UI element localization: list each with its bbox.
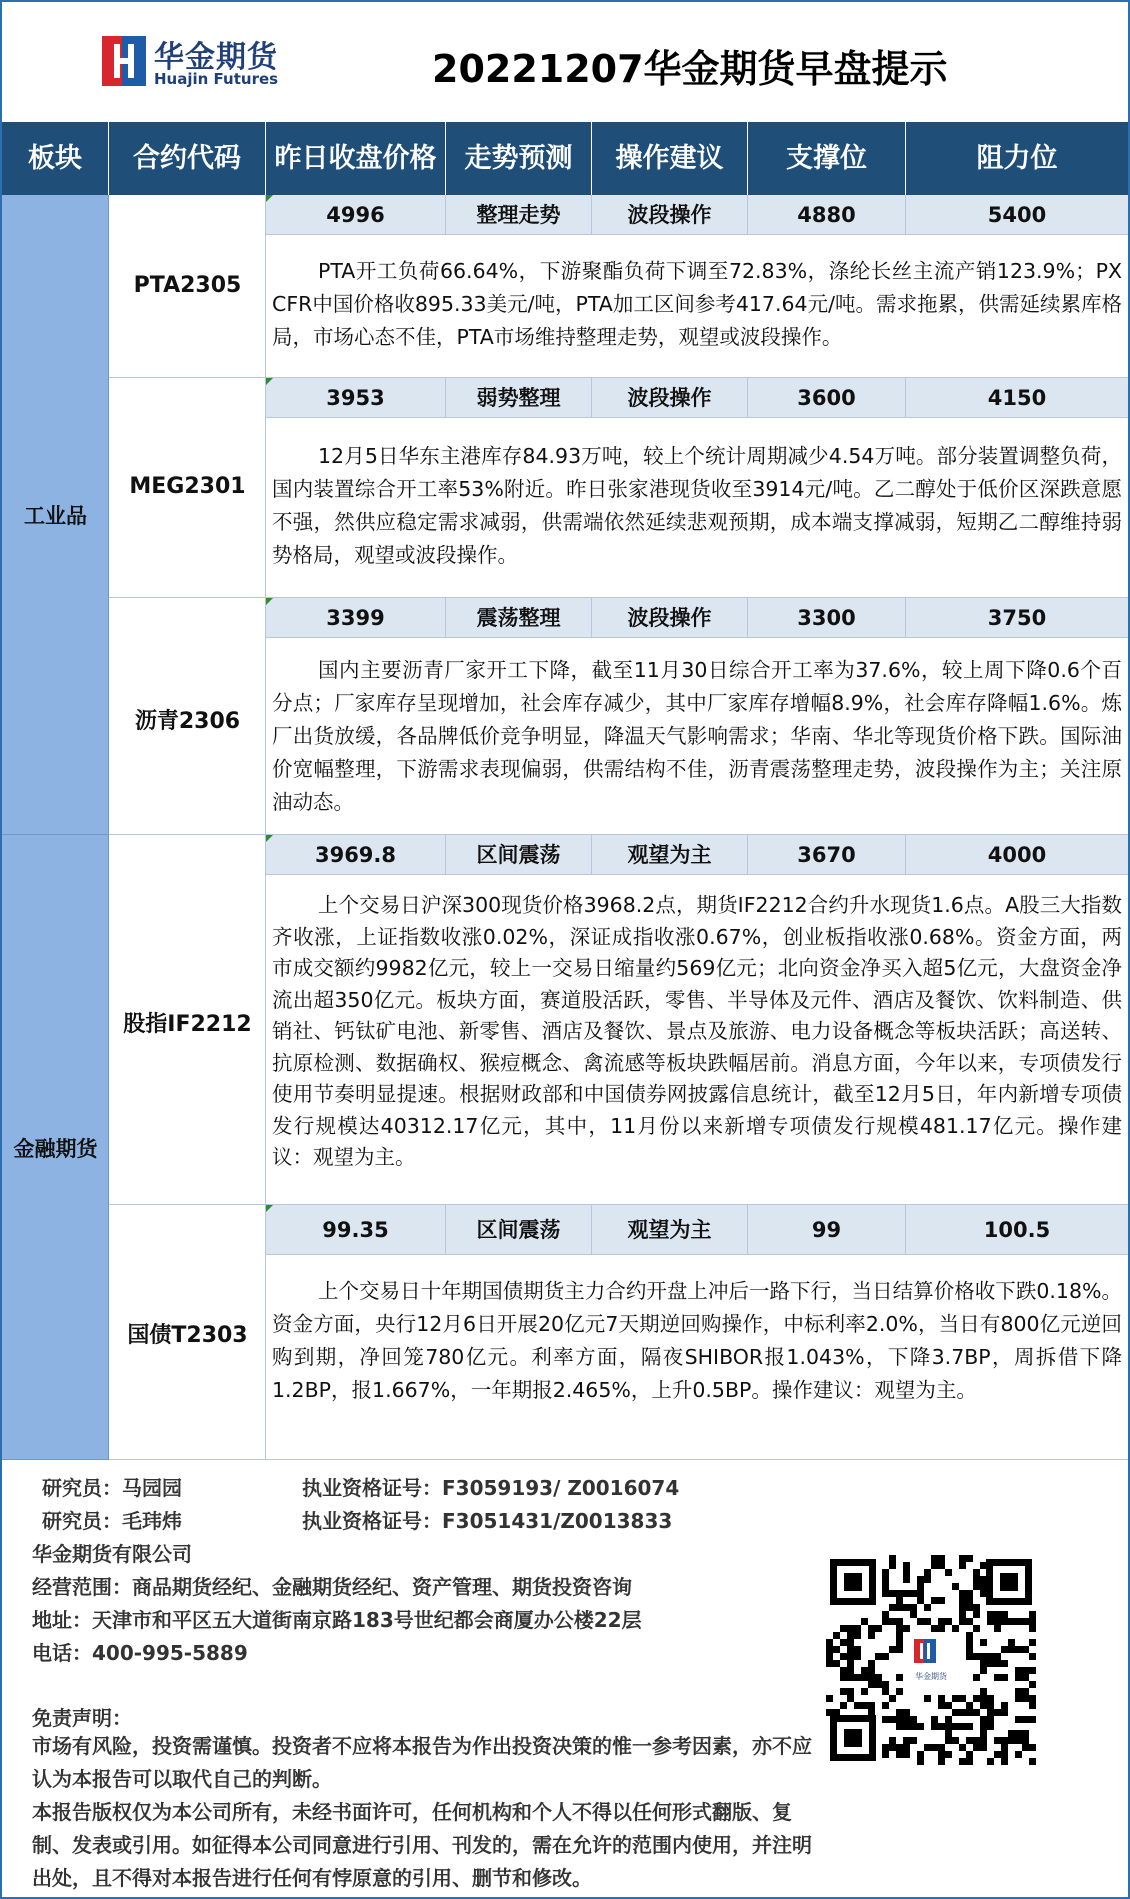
- researcher-1: 研究员：马园园: [42, 1476, 182, 1500]
- table-row-description: 12月5日华东主港库存84.93万吨，较上个统计周期减少4.54万吨。部分装置调整负荷，国内装置综合开工率53%附近。昨日张家港现货收至3914元/吨。乙二醇处于低价区深跌意愿不强，然供应稳定需求减弱，供需端依然延续悲观预期，成本端支撑减弱，短期乙二醇维持弱势格局，观望或波段操作。: [266, 418, 1128, 598]
- researcher-2: 研究员：毛玮炜: [42, 1509, 182, 1533]
- disclaimer-text-1: 市场有风险，投资需谨慎。投资者不应将本报告为作出投资决策的惟一参考因素，亦不应认为本报告可以取代自己的判断。: [32, 1734, 812, 1791]
- company-logo: [102, 32, 302, 92]
- qr-code: [826, 1555, 1036, 1765]
- table-row-code: 国债T2303: [109, 1205, 266, 1460]
- col-resistance: 阻力位: [976, 143, 1058, 174]
- col-code: 合约代码: [109, 122, 266, 195]
- sector-label: 金融期货: [13, 1137, 98, 1161]
- table-row-values: 4996 整理走势 波段操作 4880 5400: [266, 195, 1128, 235]
- col-trend: 走势预测: [446, 122, 592, 195]
- qr-code-icon: [826, 1555, 1036, 1765]
- company-name: 华金期货有限公司: [32, 1542, 192, 1566]
- col-advice: 操作建议: [592, 122, 748, 195]
- company-address: 地址：天津市和平区五大道街南京路183号世纪都会商厦办公楼22层: [32, 1608, 642, 1632]
- table-row-values: 3953 弱势整理 波段操作 3600 4150: [266, 378, 1128, 418]
- table-row-code: 沥青2306: [109, 598, 266, 835]
- report-header: [2, 2, 1128, 122]
- table-header: [2, 122, 1128, 195]
- qr-logo-text: 华金期货: [915, 1672, 947, 1681]
- col-sector: 板块: [2, 122, 109, 195]
- table-row-code: MEG2301: [109, 378, 266, 598]
- sector-financial: [2, 835, 109, 1460]
- sector-label: 工业品: [24, 504, 87, 528]
- company-phone: 电话：400-995-5889: [32, 1641, 248, 1665]
- disclaimer-title: 免责声明：: [32, 1706, 132, 1730]
- logo-chinese-name: 华金期货: [154, 40, 278, 75]
- table-row-values: 3969.8 区间震荡 观望为主 3670 4000: [266, 835, 1128, 875]
- page-title: 20221207华金期货早盘提示: [432, 47, 948, 91]
- table-row-description: 上个交易日沪深300现货价格3968.2点，期货IF2212合约升水现货1.6点。A股三大指数齐收涨，上证指数收涨0.02%，深证成指收涨0.67%，创业板指收涨0.68%。资金方面，两市成交额约9982亿元，较上一交易日缩量约569亿元；北向资金净买入超5亿元，大盘资金净流出超350亿元。板块方面，赛道股活跃，零售、半导体及元件、酒店及餐饮、饮料制造、供销社、钙钛矿电池、新零售、酒店及餐饮、景点及旅游、电力设备概念等板块活跃；高送转、抗原检测、数据确权、猴痘概念、禽流感等板块跌幅居前。消息方面，今年以来，专项债发行使用节奏明显提速。根据财政部和中国债券网披露信息统计，截至12月5日，年内新增专项债发行规模达40312.17亿元，其中，11月份以来新增专项债发行规模481.17亿元。操作建议：观望为主。: [266, 875, 1128, 1205]
- table-row-description: 上个交易日十年期国债期货主力合约开盘上冲后一路下行，当日结算价格收下跌0.18%。资金方面，央行12月6日开展20亿元7天期逆回购操作，中标利率2.0%，当日有800亿元逆回购到期，净回笼780亿元。利率方面，隔夜SHIBOR报1.043%，下降3.7BP，周拆借下降1.2BP，报1.667%，一年期报2.465%，上升0.5BP。操作建议：观望为主。: [266, 1255, 1128, 1460]
- table-row-code: PTA2305: [109, 195, 266, 378]
- col-support: 支撑位: [748, 122, 906, 195]
- sector-industrial: [2, 195, 109, 835]
- table-row-description: 国内主要沥青厂家开工下降，截至11月30日综合开工率为37.6%，较上周下降0.6个百分点；厂家库存呈现增加，社会库存减少，其中厂家库存增幅8.9%，社会库存降幅1.6%。炼厂出货放缓，各品牌低价竞争明显，降温天气影响需求；华南、华北等现货价格下跌。国际油价宽幅整理，下游需求表现偏弱，供需结构不佳，沥青震荡整理走势，波段操作为主；关注原油动态。: [266, 638, 1128, 835]
- logo-english-name: Huajin Futures: [154, 70, 279, 88]
- table-row-values: 99.35 区间震荡 观望为主 99 100.5: [266, 1205, 1128, 1255]
- table-row-values: 3399 震荡整理 波段操作 3300 3750: [266, 598, 1128, 638]
- researcher-1-cert: 执业资格证号：F3059193/ Z0016074: [302, 1476, 680, 1500]
- table-row-description: PTA开工负荷66.64%，下游聚酯负荷下调至72.83%，涤纶长丝主流产销123.9%；PX CFR中国价格收895.33美元/吨，PTA加工区间参考417.64元/吨。需求拖累，供需延续累库格局，市场心态不佳，PTA市场维持整理走势，观望或波段操作。: [266, 235, 1128, 378]
- business-scope: 经营范围：商品期货经纪、金融期货经纪、资产管理、期货投资咨询: [32, 1575, 632, 1599]
- logo-mark-icon: [102, 36, 146, 86]
- table-row-code: 股指IF2212: [109, 835, 266, 1205]
- researcher-2-cert: 执业资格证号：F3051431/Z0013833: [302, 1509, 673, 1533]
- disclaimer-text-2: 本报告版权仅为本公司所有，未经书面许可，任何机构和个人不得以任何形式翻版、复制、发表或引用。如征得本公司同意进行引用、刊发的，需在允许的范围内使用，并注明出处，且不得对本报告进行任何有悖原意的引用、删节和修改。: [32, 1800, 812, 1890]
- col-close: 昨日收盘价格: [266, 122, 446, 195]
